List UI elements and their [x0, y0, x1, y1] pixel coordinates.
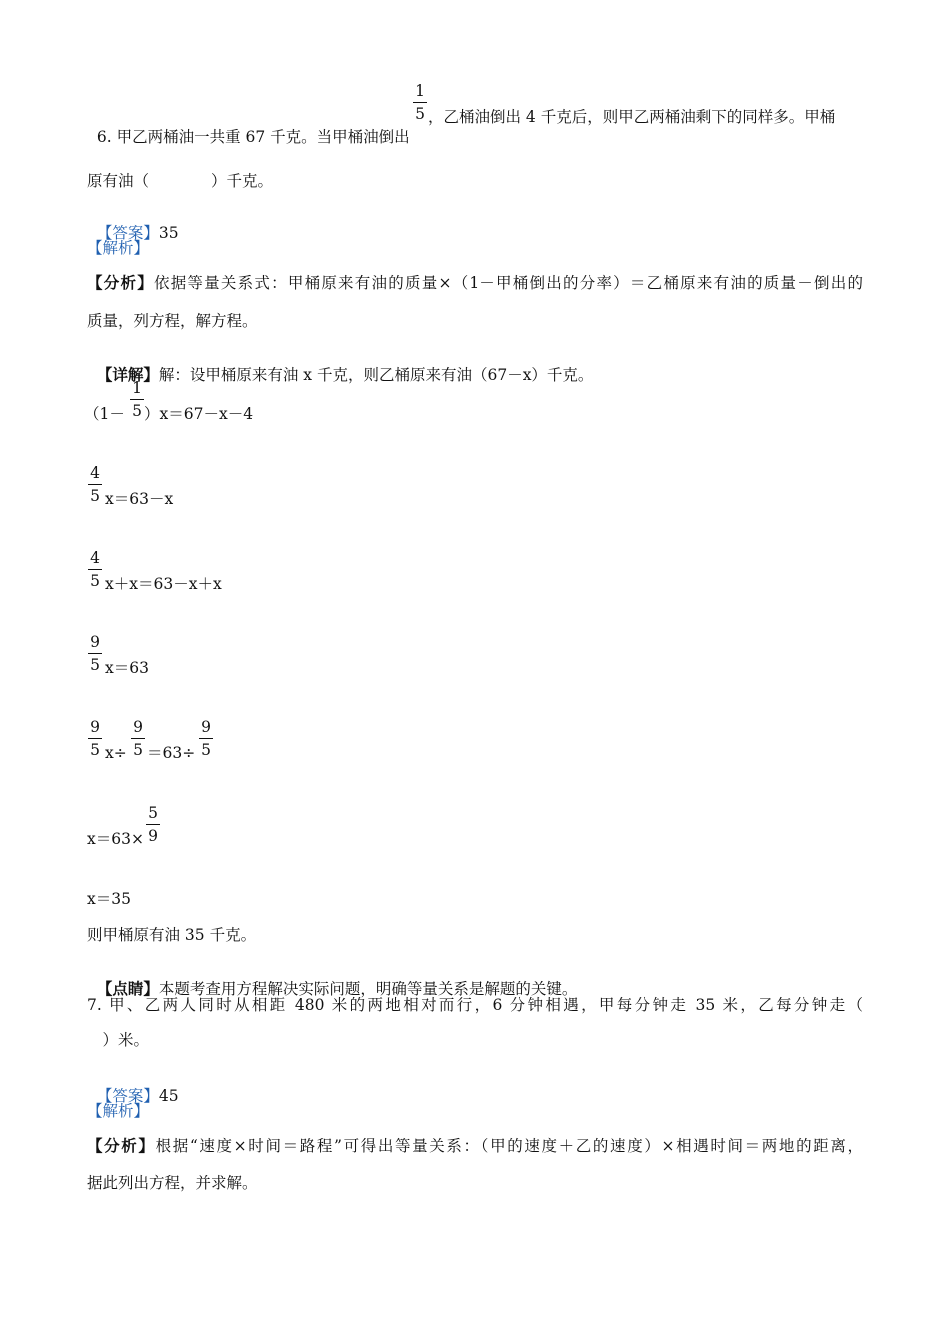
- q6-detail-line: [87, 345, 593, 385]
- step3-fraction: [88, 549, 102, 590]
- fraction-bar: [413, 102, 427, 103]
- comment-text: 本题考查用方程解决实际问题，明确等量关系是解题的关键。: [158, 980, 578, 998]
- answer-tag: 【答案】: [96, 1087, 159, 1105]
- fraction-numerator: 9: [201, 718, 211, 736]
- fraction-bar: [130, 399, 144, 400]
- fraction-denominator: 5: [90, 656, 100, 674]
- step5-operator-2: ＝63÷: [147, 744, 196, 762]
- q6-stem-fraction: [413, 82, 427, 123]
- fraction-denominator: 5: [90, 487, 100, 505]
- detail-label: 【详解】: [96, 365, 159, 384]
- answer-value: 35: [158, 224, 179, 242]
- fraction-numerator: 9: [90, 718, 100, 736]
- analysis-label: 【分析】: [87, 273, 154, 292]
- step6-fraction: [146, 804, 160, 845]
- analysis-text: 依据等量关系式：甲桶原来有油的质量×（1－甲桶倒出的分率）＝乙桶原来有油的质量－倒出的: [153, 274, 863, 292]
- step5-operator-1: x÷: [105, 744, 127, 762]
- fraction-denominator: 5: [132, 402, 142, 420]
- fraction-numerator: 5: [148, 804, 158, 822]
- fraction-denominator: 9: [148, 827, 158, 845]
- q7-analysis-line1: [87, 1136, 863, 1156]
- step6-prefix: x＝63×: [87, 830, 144, 848]
- q6-comment: [87, 959, 577, 999]
- q6-stem-line2: 原有油（ ）千克。: [87, 172, 274, 190]
- q7-stem-line1: 7. 甲、乙两人同时从相距 480 米的两地相对而行，6 分钟相遇，甲每分钟走 35 米，乙每分钟走（: [87, 996, 863, 1014]
- step2-fraction: [88, 464, 102, 505]
- fraction-numerator: 1: [415, 82, 425, 100]
- fraction-bar: [88, 569, 102, 570]
- fraction-denominator: 5: [415, 105, 425, 123]
- fraction-bar: [88, 484, 102, 485]
- q7-stem-line2: ）米。: [87, 1031, 150, 1049]
- step5-fraction-1: [88, 718, 102, 759]
- step3-expression: x＋x＝63－x＋x: [105, 575, 222, 593]
- fraction-numerator: 9: [133, 718, 143, 736]
- fraction-bar: [146, 824, 160, 825]
- q6-analysis-line1: [87, 273, 863, 293]
- fraction-bar: [199, 738, 213, 739]
- q7-analysis-tag: 【解析】: [87, 1102, 150, 1120]
- analysis-label: 【分析】: [87, 1136, 156, 1155]
- fraction-numerator: 4: [90, 549, 100, 567]
- fraction-denominator: 5: [201, 741, 211, 759]
- q6-answer: [87, 203, 179, 243]
- fraction-numerator: 4: [90, 464, 100, 482]
- detail-text: 解：设甲桶原来有油 x 千克，则乙桶原来有油（67－x）千克。: [158, 366, 594, 384]
- step1-fraction: [130, 379, 144, 420]
- answer-tag: 【答案】: [96, 224, 159, 242]
- q6-analysis-tag: 【解析】: [87, 239, 150, 257]
- step4-expression: x＝63: [105, 659, 149, 677]
- q7-answer: [87, 1066, 179, 1106]
- q6-analysis-line2: 质量，列方程，解方程。: [87, 312, 258, 330]
- answer-value: 45: [158, 1087, 179, 1105]
- analysis-text: 根据“速度×时间＝路程”可得出等量关系：（甲的速度＋乙的速度）×相遇时间＝两地的距离，: [155, 1137, 863, 1155]
- fraction-numerator: 9: [90, 633, 100, 651]
- q6-stem-before: 6. 甲乙两桶油一共重 67 千克。当甲桶油倒出: [96, 128, 410, 146]
- comment-label: 【点睛】: [96, 979, 159, 998]
- step2-expression: x＝63－x: [105, 490, 174, 508]
- step5-fraction-2: [131, 718, 145, 759]
- q7-analysis-line2: 据此列出方程，并求解。: [87, 1174, 258, 1192]
- fraction-denominator: 5: [133, 741, 143, 759]
- step1-suffix: ）x＝67－x－4: [144, 405, 254, 423]
- step4-fraction: [88, 633, 102, 674]
- fraction-bar: [88, 653, 102, 654]
- fraction-numerator: 1: [132, 379, 142, 397]
- fraction-denominator: 5: [90, 741, 100, 759]
- fraction-denominator: 5: [90, 572, 100, 590]
- step1-prefix: （1－: [84, 405, 125, 423]
- fraction-bar: [88, 738, 102, 739]
- fraction-bar: [131, 738, 145, 739]
- q6-conclusion: 则甲桶原有油 35 千克。: [87, 926, 257, 944]
- step7-expression: x＝35: [87, 890, 131, 908]
- q6-stem-after: ，乙桶油倒出 4 千克后，则甲乙两桶油剩下的同样多。甲桶: [428, 108, 836, 126]
- q6-stem-line1: [87, 107, 410, 147]
- step5-fraction-3: [199, 718, 213, 759]
